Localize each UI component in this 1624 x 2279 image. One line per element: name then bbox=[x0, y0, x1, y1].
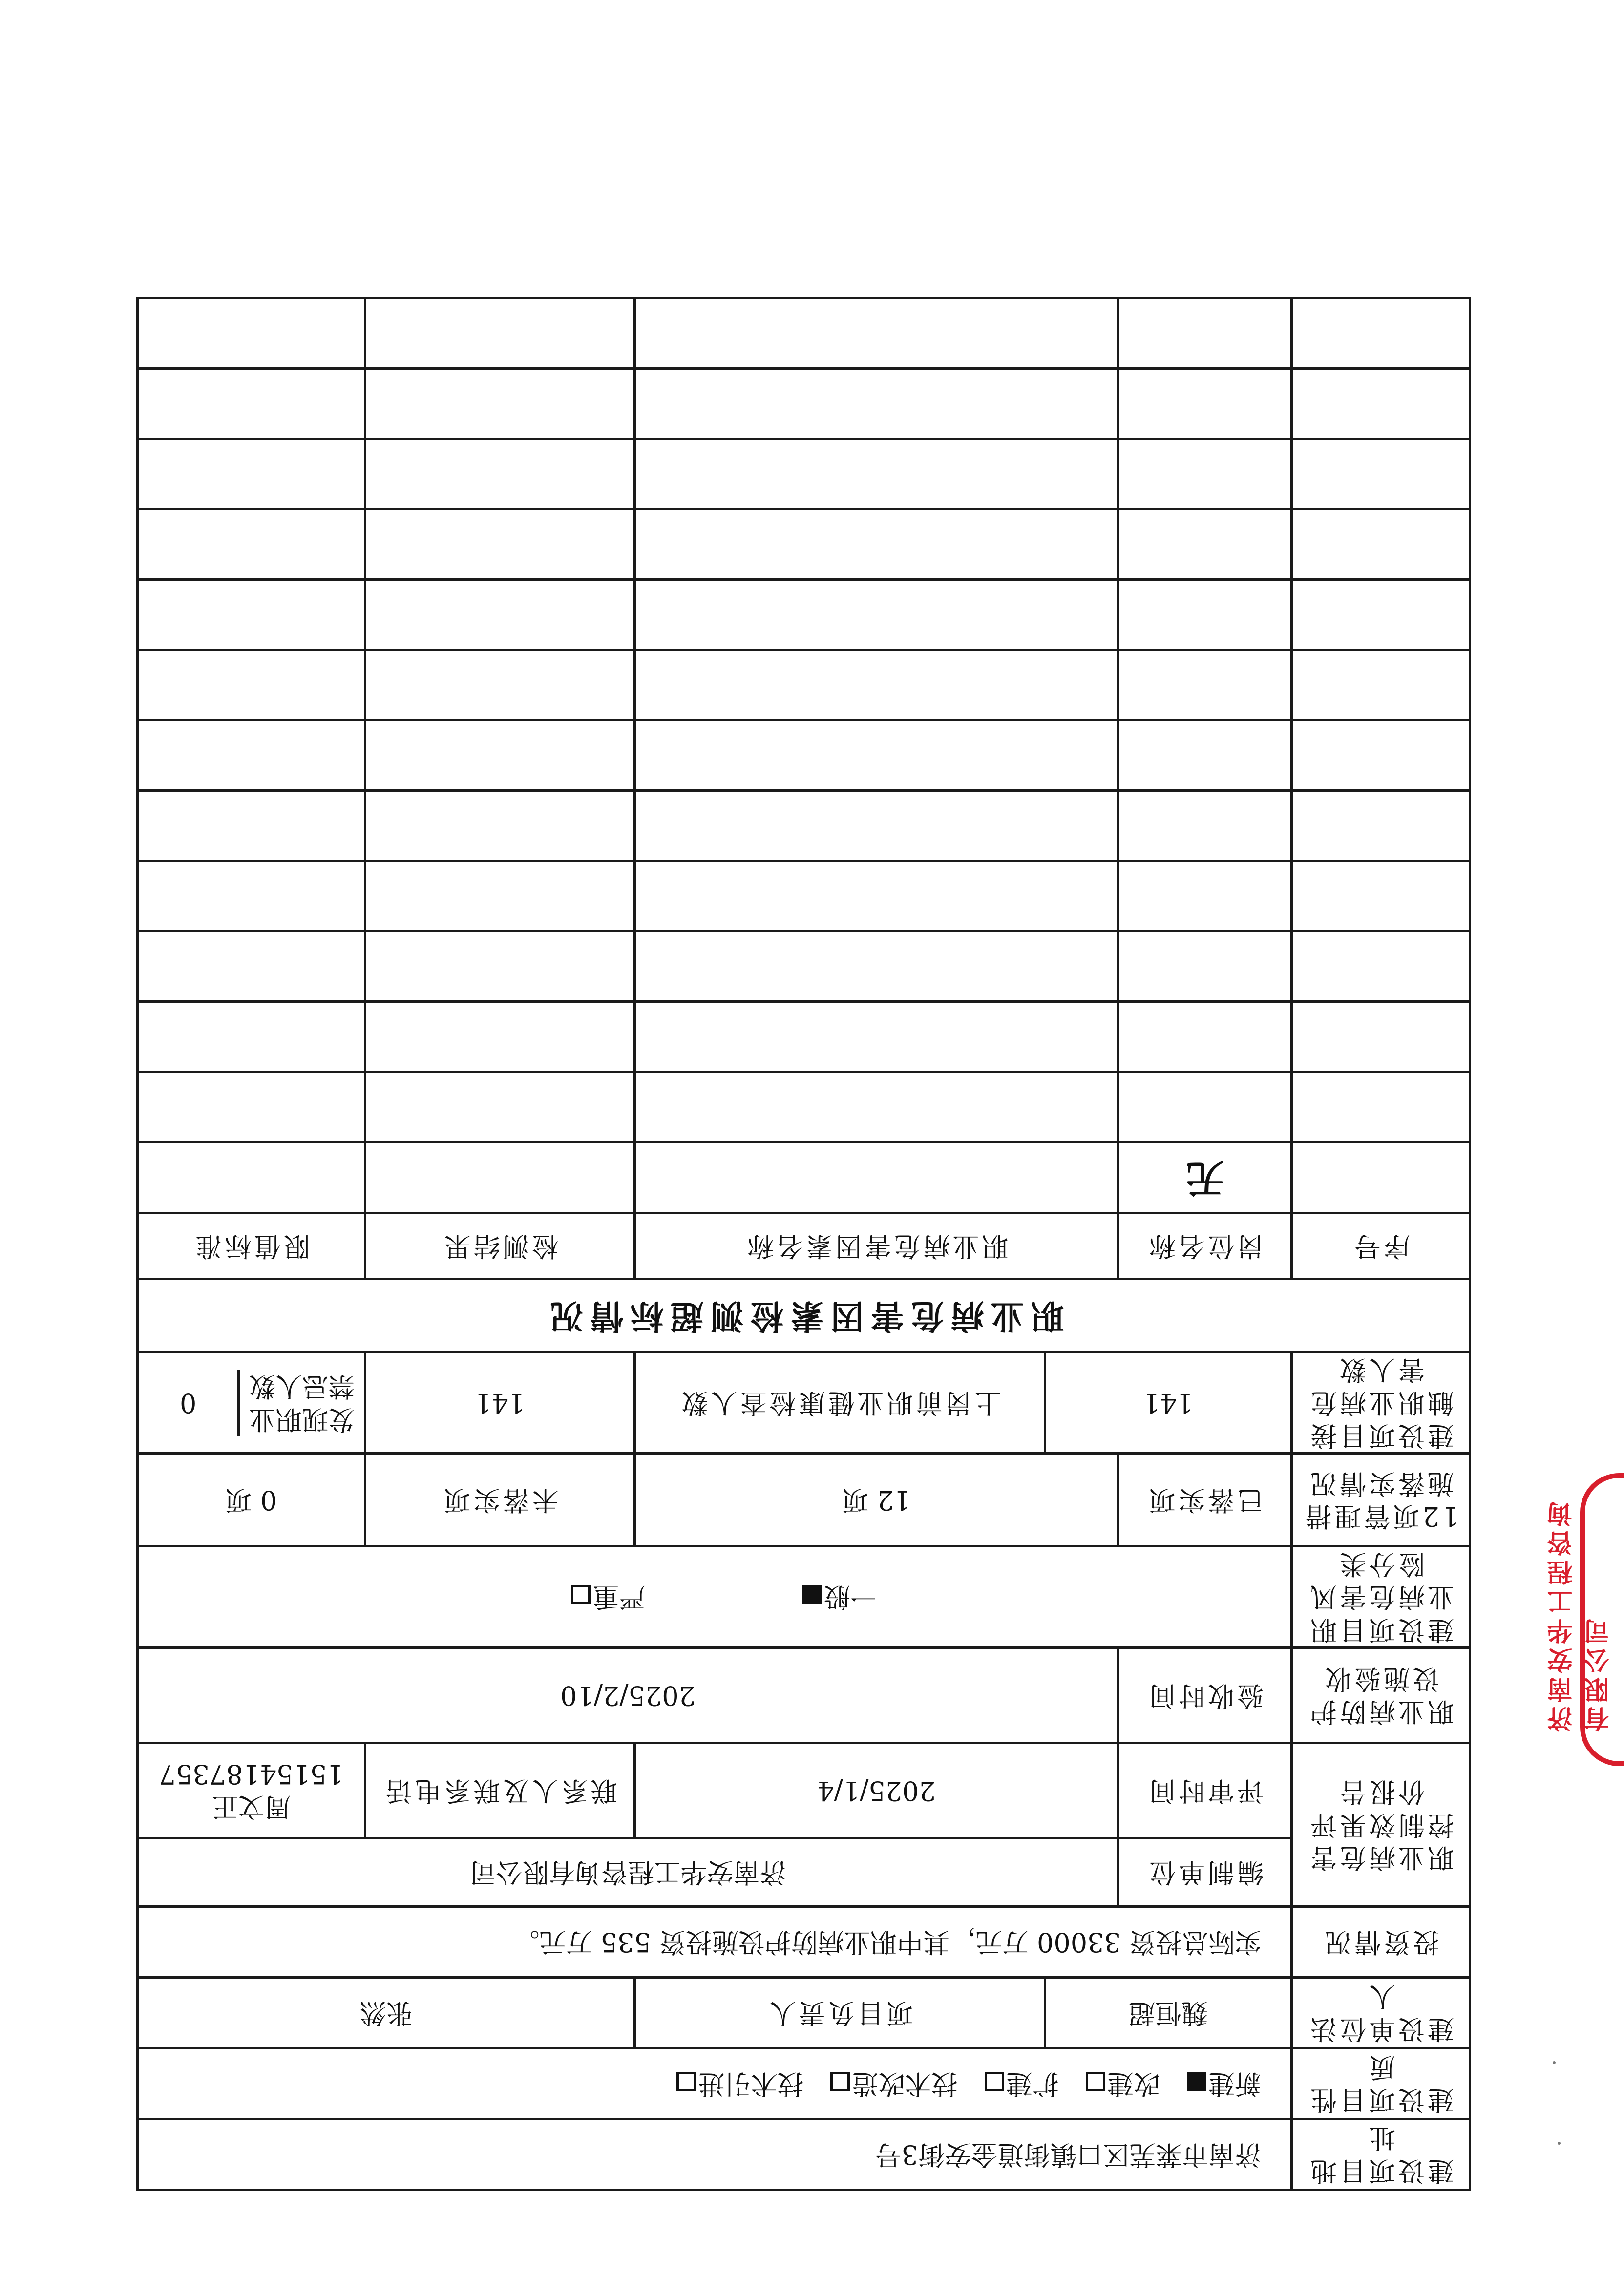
address-label: 建设项目地址 bbox=[1292, 2119, 1470, 2190]
table-row bbox=[138, 720, 1470, 791]
cell-limit bbox=[138, 861, 365, 931]
cell-index bbox=[1292, 439, 1470, 509]
company-seal bbox=[1547, 1473, 1624, 1766]
report-org-label: 编制单位 bbox=[1118, 1838, 1292, 1907]
nature-label: 建设项目性质 bbox=[1292, 2048, 1470, 2119]
cell-limit bbox=[138, 650, 365, 720]
nature-options bbox=[138, 2048, 1292, 2119]
row-investment bbox=[138, 1907, 1470, 1978]
measures-done-label: 已落实项 bbox=[1118, 1454, 1292, 1546]
checkbox-empty-icon bbox=[1086, 2072, 1105, 2091]
cell-post-name bbox=[1118, 650, 1292, 720]
cell-result bbox=[365, 650, 635, 720]
cell-limit bbox=[138, 439, 365, 509]
table-row bbox=[138, 298, 1470, 369]
taboo-value: 0 bbox=[180, 1388, 197, 1418]
measures-undone-value: 0 项 bbox=[138, 1454, 365, 1546]
cell-limit bbox=[138, 509, 365, 580]
cell-hazard-name bbox=[635, 720, 1118, 791]
row-address bbox=[138, 2119, 1470, 2190]
cell-limit bbox=[138, 931, 365, 1002]
cell-result bbox=[365, 580, 635, 650]
cell-result bbox=[365, 439, 635, 509]
cell-result bbox=[365, 1072, 635, 1142]
taboo-label: 发现职业禁忌人数 bbox=[237, 1370, 364, 1436]
header-hazard-name: 职业病危害因素名称 bbox=[635, 1213, 1118, 1279]
measures-undone-label: 未落实项 bbox=[365, 1454, 635, 1546]
cell-hazard-name bbox=[635, 298, 1118, 369]
address-value: 济南市莱芜区口镇街道金安街3号 bbox=[138, 2119, 1292, 2190]
scan-speck bbox=[1553, 2061, 1556, 2064]
cell-index bbox=[1292, 861, 1470, 931]
cell-index bbox=[1292, 1142, 1470, 1213]
row-risk bbox=[138, 1546, 1470, 1648]
legal-rep-label: 建设单位法人 bbox=[1292, 1978, 1470, 2048]
exposure-value: 141 bbox=[1045, 1352, 1292, 1454]
health-check-label: 上岗前职业健康检查人数 bbox=[635, 1352, 1045, 1454]
header-limit: 限值标准 bbox=[138, 1213, 365, 1279]
manager-value: 张然 bbox=[138, 1978, 635, 2048]
scan-speck bbox=[1558, 2142, 1561, 2145]
table-row bbox=[138, 861, 1470, 931]
cell-index bbox=[1292, 1002, 1470, 1072]
taboo-cell bbox=[138, 1352, 365, 1454]
cell-hazard-name bbox=[635, 1142, 1118, 1213]
table-row bbox=[138, 1072, 1470, 1142]
option-new[interactable]: 新建 bbox=[1185, 2068, 1261, 2099]
cell-hazard-name bbox=[635, 369, 1118, 439]
cell-post-name bbox=[1118, 1072, 1292, 1142]
cell-result bbox=[365, 298, 635, 369]
investment-label: 投资情况 bbox=[1292, 1907, 1470, 1978]
table-row bbox=[138, 1002, 1470, 1072]
contact-label: 联系人及联系电话 bbox=[365, 1743, 635, 1838]
header-post-name: 岗位名称 bbox=[1118, 1213, 1292, 1279]
cell-index bbox=[1292, 580, 1470, 650]
cell-post-name bbox=[1118, 298, 1292, 369]
cell-hazard-name bbox=[635, 1072, 1118, 1142]
row-report-review bbox=[138, 1743, 1470, 1838]
cell-post-name bbox=[1118, 931, 1292, 1002]
report-org-value: 济南安华工程咨询有限公司 bbox=[138, 1838, 1118, 1907]
cell-limit bbox=[138, 580, 365, 650]
risk-label: 建设项目职业病危害风险分类 bbox=[1292, 1546, 1470, 1648]
cell-hazard-name bbox=[635, 650, 1118, 720]
cell-post-name bbox=[1118, 369, 1292, 439]
cell-index bbox=[1292, 931, 1470, 1002]
cell-index bbox=[1292, 1072, 1470, 1142]
table-row bbox=[138, 580, 1470, 650]
table-row bbox=[138, 369, 1470, 439]
cell-result bbox=[365, 791, 635, 861]
checkbox-checked-icon bbox=[1187, 2072, 1206, 2091]
cell-post-name bbox=[1118, 861, 1292, 931]
checkbox-empty-icon bbox=[985, 2072, 1004, 2091]
table-row bbox=[138, 931, 1470, 1002]
acceptance-time-value: 2025/2/10 bbox=[138, 1648, 1118, 1743]
cell-limit bbox=[138, 298, 365, 369]
option-general[interactable]: 一般 bbox=[801, 1582, 877, 1613]
table-row bbox=[138, 439, 1470, 509]
cell-index bbox=[1292, 720, 1470, 791]
cell-result bbox=[365, 1002, 635, 1072]
acceptance-time-label: 验收时间 bbox=[1118, 1648, 1292, 1743]
measures-label: 12项管理措施落实情况 bbox=[1292, 1454, 1470, 1546]
row-exceedance-title bbox=[138, 1279, 1470, 1352]
acceptance-label: 职业病防护设施验收 bbox=[1292, 1648, 1470, 1743]
option-tech-renovation[interactable]: 技术改造 bbox=[828, 2068, 957, 2099]
checkbox-empty-icon bbox=[571, 1585, 591, 1605]
review-time-label: 评审时间 bbox=[1118, 1743, 1292, 1838]
manager-label: 项目负责人 bbox=[635, 1978, 1045, 2048]
table-row bbox=[138, 791, 1470, 861]
cell-limit bbox=[138, 1072, 365, 1142]
cell-limit bbox=[138, 720, 365, 791]
risk-options bbox=[138, 1546, 1292, 1648]
cell-result bbox=[365, 931, 635, 1002]
project-info-table bbox=[136, 297, 1471, 2191]
header-index: 序号 bbox=[1292, 1213, 1470, 1279]
cell-hazard-name bbox=[635, 580, 1118, 650]
row-legal-rep bbox=[138, 1978, 1470, 2048]
cell-hazard-name bbox=[635, 1002, 1118, 1072]
legal-rep-value: 魏恒超 bbox=[1045, 1978, 1292, 2048]
cell-post-name bbox=[1118, 791, 1292, 861]
table-row bbox=[138, 509, 1470, 580]
cell-index bbox=[1292, 369, 1470, 439]
cell-result bbox=[365, 369, 635, 439]
cell-hazard-name bbox=[635, 931, 1118, 1002]
cell-limit bbox=[138, 791, 365, 861]
cell-post-name: 无 bbox=[1118, 1142, 1292, 1213]
cell-index bbox=[1292, 650, 1470, 720]
option-expand[interactable]: 扩建 bbox=[983, 2068, 1059, 2099]
cell-hazard-name bbox=[635, 439, 1118, 509]
checkbox-empty-icon bbox=[676, 2072, 696, 2091]
cell-post-name bbox=[1118, 720, 1292, 791]
exceedance-title: 职业病危害因素检测超标情况 bbox=[138, 1279, 1470, 1352]
exceedance-header-row bbox=[138, 1213, 1470, 1279]
cell-post-name bbox=[1118, 580, 1292, 650]
cell-result bbox=[365, 509, 635, 580]
cell-index bbox=[1292, 791, 1470, 861]
cell-post-name bbox=[1118, 509, 1292, 580]
investment-value: 实际总投资 33000 万元，其中职业病防护设施投资 535 万元。 bbox=[138, 1907, 1292, 1978]
cell-index bbox=[1292, 509, 1470, 580]
cell-post-name bbox=[1118, 1002, 1292, 1072]
review-time-value: 2025/1/4 bbox=[635, 1743, 1118, 1838]
contact-value: 周文正 15154187357 bbox=[138, 1743, 365, 1838]
row-exposure bbox=[138, 1352, 1470, 1454]
cell-hazard-name bbox=[635, 509, 1118, 580]
header-result: 检测结果 bbox=[365, 1213, 635, 1279]
exposure-label: 建设项目接触职业病危害人数 bbox=[1292, 1352, 1470, 1454]
health-check-value: 141 bbox=[365, 1352, 635, 1454]
seal-text: 济南安华工程咨询有限公司 bbox=[1547, 1498, 1614, 1732]
table-row bbox=[138, 650, 1470, 720]
option-tech-import[interactable]: 技术引进 bbox=[675, 2068, 803, 2099]
cell-limit bbox=[138, 1002, 365, 1072]
cell-hazard-name bbox=[635, 791, 1118, 861]
table-row bbox=[138, 1142, 1470, 1213]
cell-limit bbox=[138, 1142, 365, 1213]
cell-limit bbox=[138, 369, 365, 439]
cell-hazard-name bbox=[635, 861, 1118, 931]
row-report-org bbox=[138, 1838, 1470, 1907]
measures-done-value: 12 项 bbox=[635, 1454, 1118, 1546]
checkbox-checked-icon bbox=[802, 1585, 822, 1605]
cell-post-name bbox=[1118, 439, 1292, 509]
report-group-label: 职业病危害控制效果评价报告 bbox=[1292, 1743, 1470, 1907]
cell-index bbox=[1292, 298, 1470, 369]
checkbox-empty-icon bbox=[830, 2072, 850, 2091]
row-acceptance bbox=[138, 1648, 1470, 1743]
cell-result bbox=[365, 861, 635, 931]
cell-result bbox=[365, 720, 635, 791]
option-rebuild[interactable]: 改建 bbox=[1084, 2068, 1160, 2099]
cell-result bbox=[365, 1142, 635, 1213]
row-measures bbox=[138, 1454, 1470, 1546]
option-severe[interactable]: 严重 bbox=[569, 1582, 645, 1613]
row-nature bbox=[138, 2048, 1470, 2119]
